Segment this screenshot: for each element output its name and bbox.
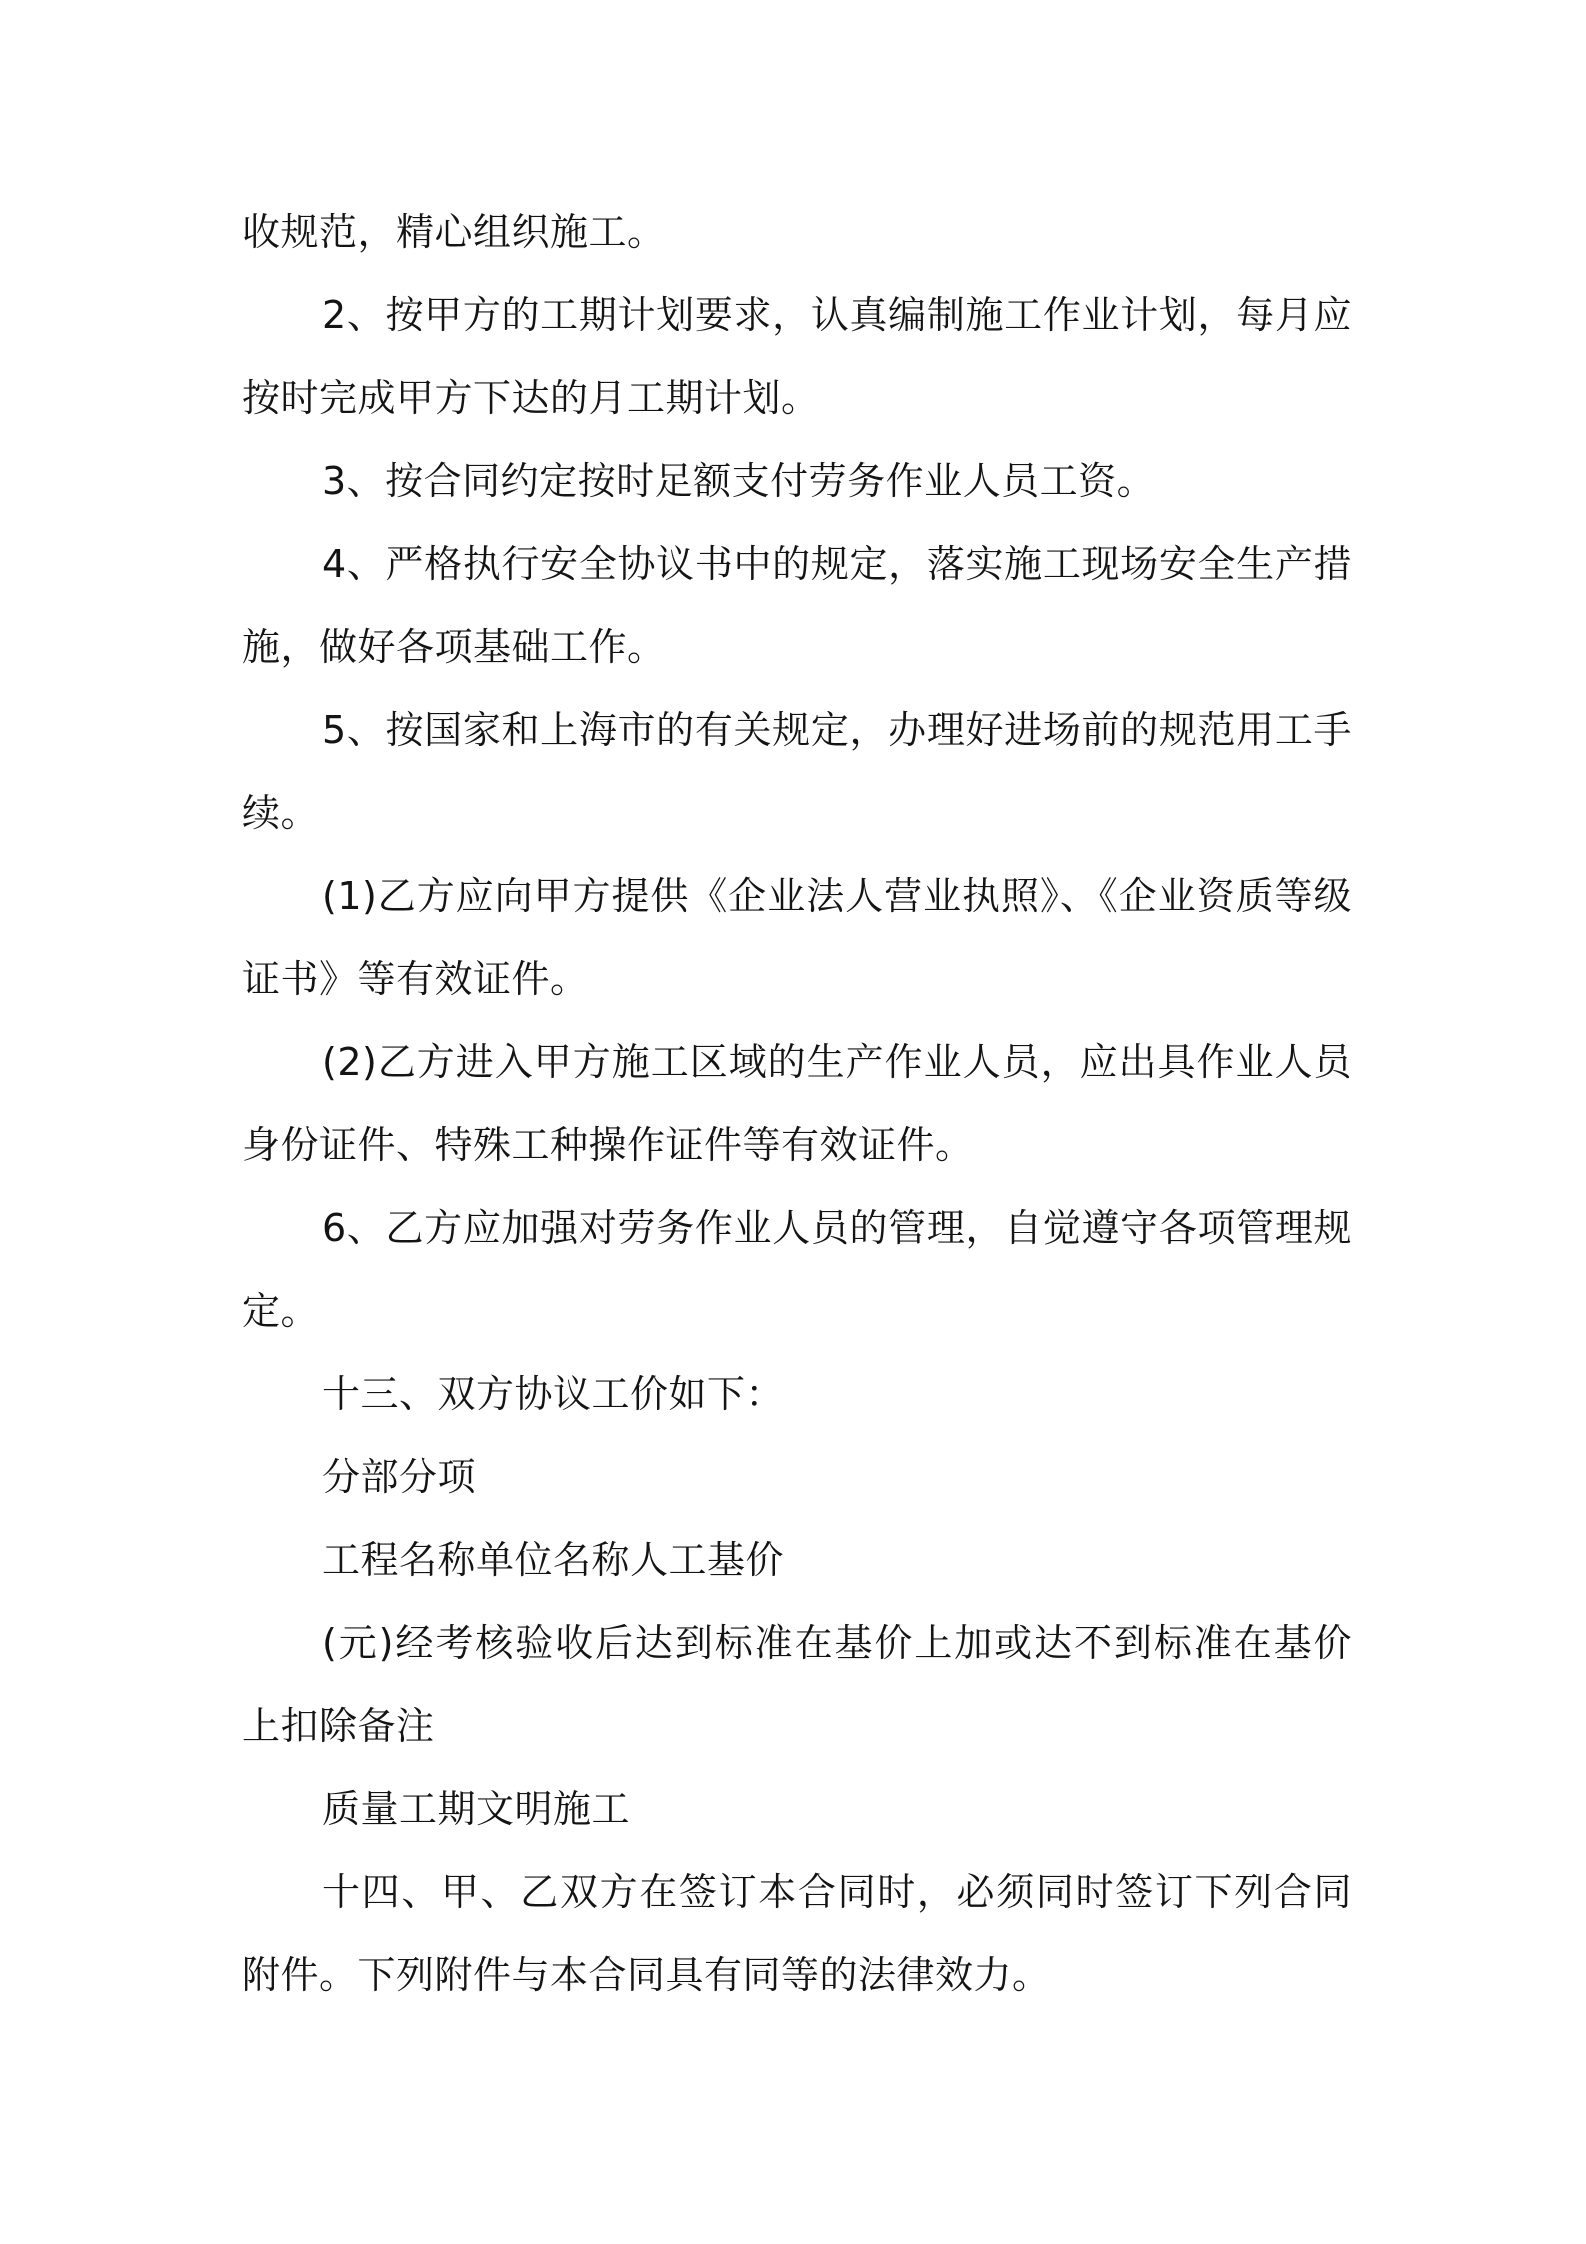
- section-heading-14: 十四、甲、乙双方在签订本合同时，必须同时签订下列合同附件。下列附件与本合同具有同等的法律效力。: [242, 1870, 1352, 1997]
- paragraph-continuation: 收规范，精心组织施工。: [242, 210, 666, 254]
- paragraph-item-3: 3、按合同约定按时足额支付劳务作业人员工资。: [322, 459, 1156, 503]
- paragraph-item-5: 5、按国家和上海市的有关规定，办理好进场前的规范用工手续。: [242, 708, 1352, 835]
- price-table-line-1: 分部分项: [322, 1455, 477, 1499]
- paragraph-subitem-2: (2)乙方进入甲方施工区域的生产作业人员，应出具作业人员身份证件、特殊工种操作证件等有效证件。: [242, 1040, 1352, 1167]
- document-body: [242, 191, 1352, 2017]
- paragraph-item-6: 6、乙方应加强对劳务作业人员的管理，自觉遵守各项管理规定。: [242, 1206, 1352, 1333]
- paragraph-subitem-1: (1)乙方应向甲方提供《企业法人营业执照》、《企业资质等级证书》等有效证件。: [242, 874, 1352, 1001]
- price-table-line-2: 工程名称单位名称人工基价: [322, 1538, 785, 1582]
- price-table-line-3: (元)经考核验收后达到标准在基价上加或达不到标准在基价上扣除备注: [242, 1621, 1352, 1748]
- paragraph-item-2: 2、按甲方的工期计划要求，认真编制施工作业计划，每月应按时完成甲方下达的月工期计划。: [242, 293, 1352, 420]
- price-table-line-4: 质量工期文明施工: [322, 1787, 631, 1831]
- section-heading-13: 十三、双方协议工价如下：: [322, 1372, 785, 1416]
- paragraph-item-4: 4、严格执行安全协议书中的规定，落实施工现场安全生产措施，做好各项基础工作。: [242, 542, 1352, 669]
